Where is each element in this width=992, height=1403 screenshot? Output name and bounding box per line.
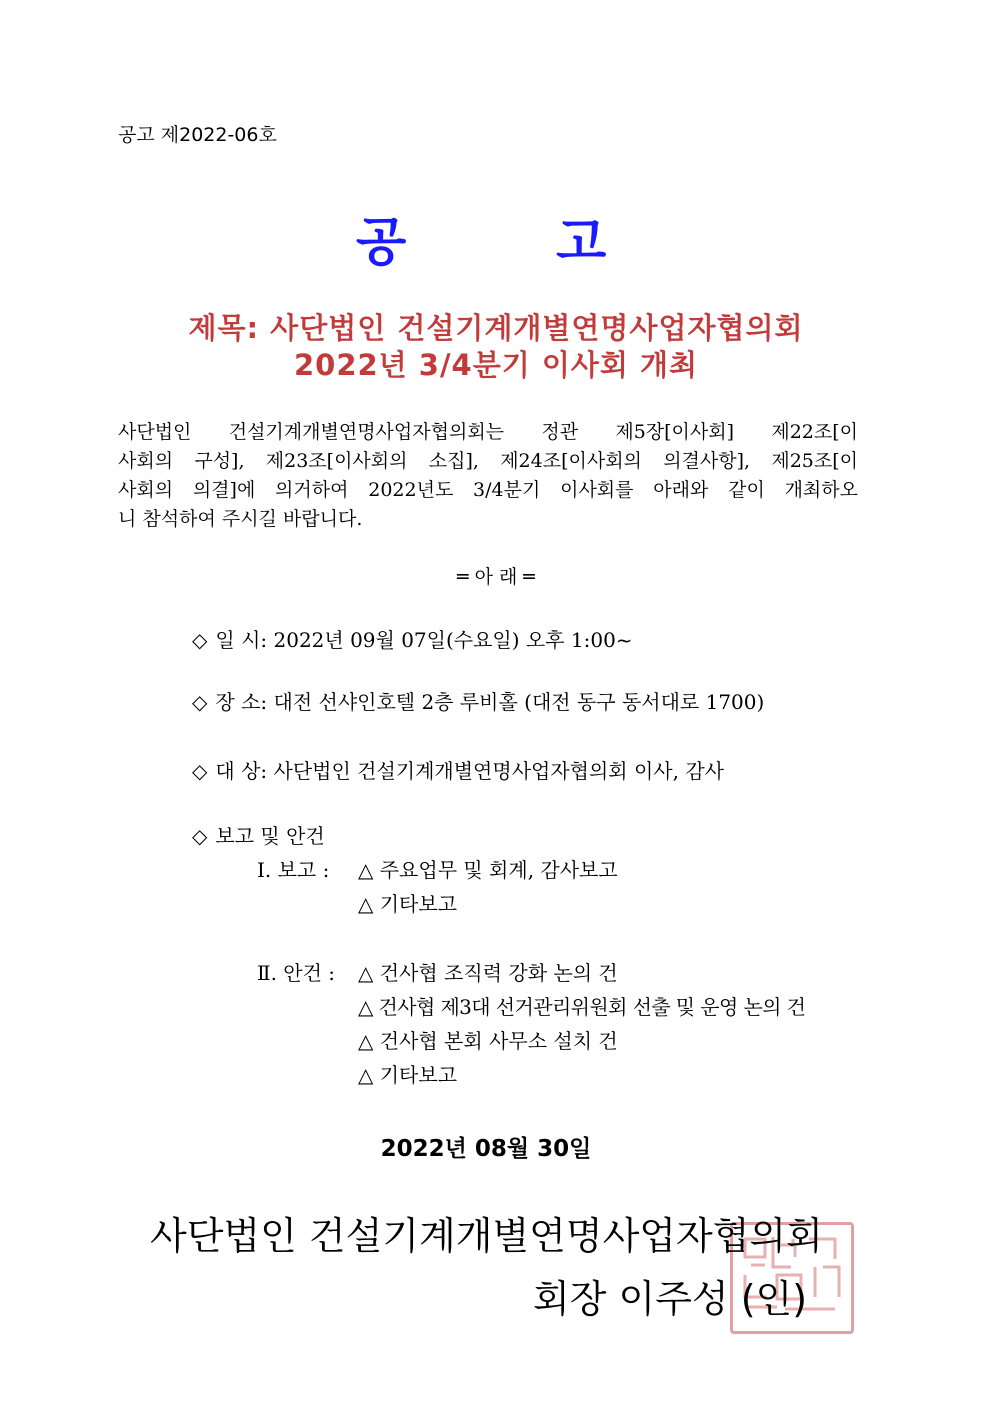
- diamond-icon: ◇: [192, 690, 208, 714]
- report-item: △ 기타보고: [358, 892, 458, 916]
- signatory: 회장 이주성 (인): [533, 1277, 808, 1321]
- target-label: 대 상:: [215, 759, 268, 783]
- detail-target: [192, 755, 724, 784]
- agenda-item: △ 건사협 조직력 강화 논의 건: [358, 961, 618, 985]
- place-label: 장 소:: [215, 690, 268, 714]
- detail-agenda-heading: [192, 820, 325, 849]
- body-line: 사회의 구성], 제23조[이사회의 소집], 제24조[이사회의 의결사항], 제25조[이: [118, 450, 858, 472]
- detail-place: [192, 686, 764, 715]
- body-line: 사회의 의결]에 의거하여 2022년도 3/4분기 이사회를 아래와 같이 개최하오: [118, 479, 858, 501]
- below-heading: ═ 아 래 ═: [457, 566, 535, 588]
- agenda-heading: 보고 및 안건: [215, 824, 325, 848]
- agenda-item: △ 기타보고: [358, 1063, 458, 1087]
- diamond-icon: ◇: [192, 628, 208, 652]
- target-value: 사단법인 건설기계개별연명사업자협의회 이사, 감사: [273, 759, 724, 783]
- document-title: [0, 200, 992, 280]
- body-line: 사단법인 건설기계개별연명사업자협의회는 정관 제5장[이사회] 제22조[이: [118, 421, 858, 443]
- title-char-2: 고: [556, 213, 607, 273]
- datetime-label: 일 시:: [215, 628, 268, 652]
- report-item: △ 주요업무 및 회계, 감사보고: [358, 858, 618, 882]
- body-paragraph: [118, 418, 858, 534]
- diamond-icon: ◇: [192, 759, 208, 783]
- agenda-item: △ 건사협 본회 사무소 설치 건: [358, 1029, 618, 1053]
- diamond-icon: ◇: [192, 824, 208, 848]
- subject-line-1: 제목: 사단법인 건설기계개별연명사업자협의회: [188, 311, 804, 345]
- notice-number: 공고 제2022-06호: [118, 124, 277, 146]
- organization-name: 사단법인 건설기계개별연명사업자협의회: [150, 1214, 823, 1258]
- agenda-item: △ 건사협 제3대 선거관리위원회 선출 및 운영 논의 건: [358, 995, 806, 1019]
- subject-line-2: 2022년 3/4분기 이사회 개최: [293, 348, 699, 382]
- datetime-value: 2022년 09월 07일(수요일) 오후 1:00~: [273, 628, 633, 652]
- detail-datetime: [192, 624, 633, 653]
- reports-label: Ⅰ. 보고 :: [257, 858, 330, 882]
- agenda-label: Ⅱ. 안건 :: [257, 961, 336, 985]
- issue-date: 2022년 08월 30일: [380, 1136, 592, 1162]
- body-line: 니 참석하여 주시길 바랍니다.: [118, 508, 363, 530]
- place-value: 대전 선샤인호텔 2층 루비홀 (대전 동구 동서대로 1700): [273, 690, 765, 714]
- title-char-1: 공: [356, 213, 407, 273]
